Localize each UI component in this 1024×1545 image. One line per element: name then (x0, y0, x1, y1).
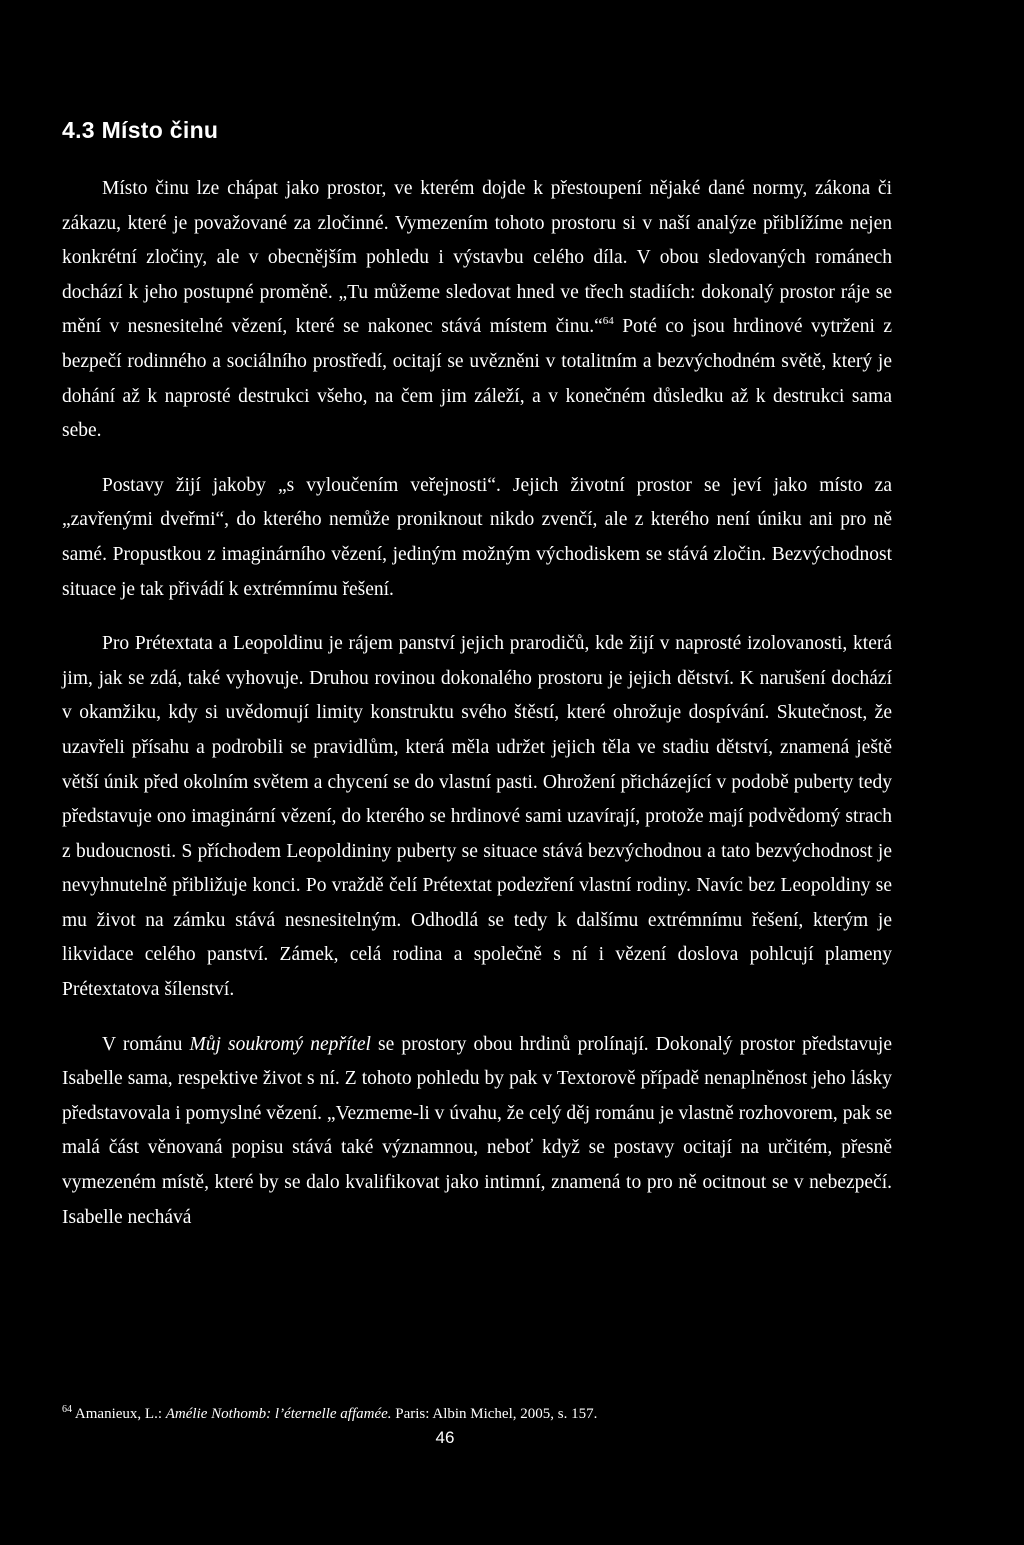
paragraph-1-text-b: Poté co jsou hrdinové vytrženi z bezpečí rodinného a sociálního prostředí, ocitají se uvězněni v totalitním a bezvýchodném světě, který je dohání až k naprosté destrukci všeho, na čem jim záleží, a v konečném důsledku až k destrukci sama sebe. (62, 316, 892, 442)
page-body (62, 110, 892, 1235)
footnote-reference: 64 (602, 315, 614, 328)
footnote-marker: 64 (62, 1404, 72, 1415)
footnote-author: Amanieux, L.: (72, 1406, 166, 1422)
paragraph-4-text-b: se prostory obou hrdinů prolínají. Dokonalý prostor představuje Isabelle sama, respektive život s ní. Z tohoto pohledu by pak v Textorově případě nenaplněnost jeho lásky představovala i pomyslné vězení. „Vezmeme-li v úvahu, že celý děj románu je vlastně rozhovorem, pak se malá část věnovaná popisu stává také významnou, neboť když se postavy ocitají na určitém, přesně vymezeném místě, které by se dalo kvalifikovat jako intimní, znamená to pro ně ocitnout se v nebezpečí. Isabelle nechává (62, 1033, 892, 1228)
section-heading: 4.3 Místo činu (62, 117, 219, 143)
paragraph-4 (62, 1028, 892, 1236)
footnote (62, 1404, 892, 1424)
footnote-publication: Paris: Albin Michel, 2005, s. 157. (391, 1406, 598, 1422)
paragraph-1-text-a: Místo činu lze chápat jako prostor, ve kterém dojde k přestoupení nějaké dané normy, zákona či zákazu, které je považované za zločinné. Vymezením tohoto prostoru si v naší analýze přiblížíme nejen konkrétní zločiny, ale v obecnějším pohledu i výstavbu celého díla. V obou sledovaných románech dochází k jeho postupné proměně. „Tu můžeme sledovat hned ve třech stadiích: dokonalý prostor ráje se mění v nesnesitelné vězení, které se nakonec stává místem činu.“ (62, 178, 892, 338)
paragraph-3: Pro Prétextata a Leopoldinu je rájem panství jejich prarodičů, kde žijí v naprosté izolovanosti, která jim, jak se zdá, také vyhovuje. Druhou rovinou dokonalého prostoru je jejich dětství. K narušení dochází v okamžiku, kdy si uvědomují limity konstruktu svého štěstí, které ohrožuje dospívání. Skutečnost, že uzavřeli přísahu a podrobili se pravidlům, která měla udržet jejich těla ve stadiu dětství, znamená ještě větší únik před okolním světem a chycení se do vlastní pasti. Ohrožení přicházející v podobě puberty tedy představuje ono imaginární vězení, do kterého se hrdinové sami uzavírají, protože mají podvědomý strach z budoucnosti. S příchodem Leopoldininy puberty se situace stává bezvýchodnou a tato bezvýchodnost je nevyhnutelně přibližuje konci. Po vraždě čelí Prétextat podezření vlastní rodiny. Navíc bez Leopoldiny se mu život na zámku stává nesnesitelným. Odhodlá se tedy k dalšímu extrémnímu řešení, kterým je likvidace celého panství. Zámek, celá rodina a společně s ní i vězení doslova pohlcují plameny Prétextatova šílenství. (62, 633, 892, 1001)
footnote-book-title: Amélie Nothomb: l’éternelle affamée. (165, 1406, 392, 1422)
paragraph-2: Postavy žijí jakoby „s vyloučením veřejnosti“. Jejich životní prostor se jeví jako místo za „zavřenými dveřmi“, do kterého nemůže proniknout nikdo zvenčí, ale z kterého není úniku ani pro ně samé. Propustkou z imaginárního vězení, jediným možným východiskem se stává zločin. Bezvýchodnost situace je tak přivádí k extrémnímu řešení. (62, 474, 892, 600)
paragraph-1 (62, 172, 892, 449)
novel-title: Můj soukromý nepřítel (189, 1033, 371, 1055)
page-number: 46 (435, 1428, 455, 1447)
paragraph-4-text-a: V románu (102, 1033, 190, 1055)
